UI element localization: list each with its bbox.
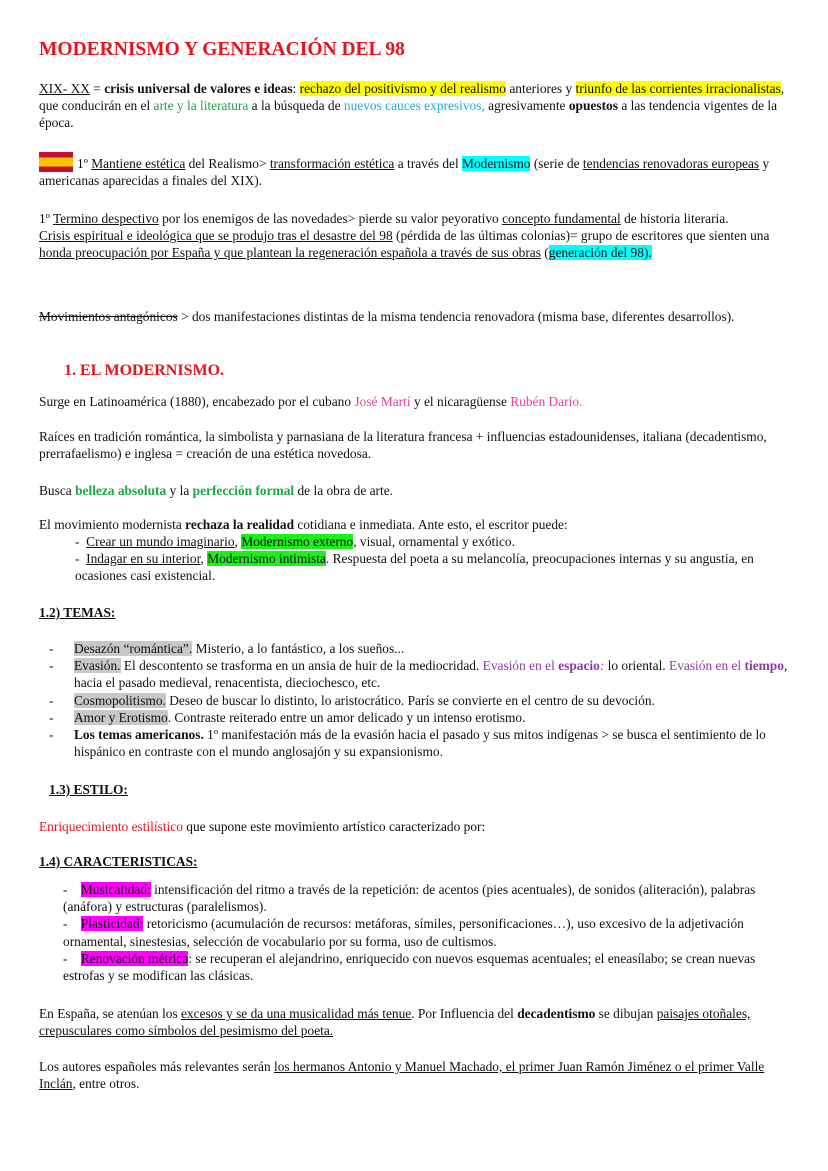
temas-list [39, 640, 791, 760]
list-item: - Desazón “romántica”. Misterio, a lo fantástico, a los sueños... [39, 640, 791, 657]
caracteristicas-list [39, 881, 791, 984]
list-item: - Indagar en su interior, Modernismo intimista. Respuesta del poeta a su melancolía, preocupaciones internas y su angustia, en ocasiones casi existencial. [75, 551, 754, 584]
authors-paragraph: Los autores españoles más relevantes serán los hermanos Antonio y Manuel Machado, el primer Juan Ramón Jiménez o el primer Valle Inclán, entre otros. [39, 1059, 765, 1092]
list-item: - Musicalidad: intensificación del ritmo a través de la repetición: de acentos (pies acentuales), de sonidos (aliteración), palabras (anáfora) y estructuras (paralelismos). [63, 882, 756, 915]
list-item: - Plasticidad: retoricismo (acumulación de recursos: metáforas, símiles, personificaciones…), uso excesivo de la adjetivación ornamental, sinestesias, selección de vocabulario por su forma, uso de cultismos. [63, 916, 744, 949]
estilo-paragraph: Enriquecimiento estilístico que supone este movimiento artístico caracterizado por: [39, 819, 486, 834]
aim-paragraph: Busca belleza absoluta y la perfección formal de la obra de arte. [39, 483, 394, 498]
intro-paragraph-3: 1º Termino despectivo por los enemigos de las novedades> pierde su valor peyorativo concepto fundamental de historia literaria. Crisis espiritual e ideológica que se produjo tras el desastre del 98 (pérdida de las últimas colonias)= grupo de escritores que sienten una honda preocupación por España y que plantean la regeneración española a través de sus obras (generación del 98). [39, 211, 770, 261]
list-item: - Cosmopolitismo. Deseo de buscar lo distinto, lo aristocrático. París se convierte en el centro de su devoción. [39, 692, 791, 709]
intro-paragraph-1: XIX- XX = crisis universal de valores e ideas: rechazo del positivismo y del realismo anteriores y triunfo de las corrientes irracionalistas, que conducirán en el arte y la literatura a la búsqueda de nuevos cauces expresivos, agresivamente opuestos a las tendencia vigentes de la época. [39, 81, 785, 131]
writer-options-list [39, 533, 791, 585]
list-item: - Los temas americanos. 1º manifestación más de la evasión hacia el pasado y sus mitos indígenas > se busca el sentimiento de lo hispánico en contraste con el mundo anglosajón y su expansionismo. [39, 726, 791, 760]
list-item: - Crear un mundo imaginario, Modernismo externo, visual, ornamental y exótico. [75, 534, 515, 549]
roots-paragraph: Raíces en tradición romántica, la simbolista y parnasiana de la literatura francesa + influencias estadounidenses, italiana (decadentismo, prerrafaelismo) e inglesa = creación de una estética novedosa. [39, 429, 767, 462]
caracteristicas-heading: 1.4) CARACTERISTICAS: [39, 854, 198, 869]
list-item: - Amor y Erotismo. Contraste reiterado entre un amor delicado y un intenso erotismo. [39, 709, 791, 726]
section-heading-modernismo: 1. EL MODERNISMO. [64, 362, 225, 379]
intro-paragraph-4: Movimientos antagónicos > dos manifestaciones distintas de la misma tendencia renovadora (misma base, diferentes desarrollos). [39, 309, 735, 324]
rejection-paragraph: El movimiento modernista rechaza la realidad cotidiana e inmediata. Ante esto, el escritor puede: [39, 517, 568, 532]
estilo-heading: 1.3) ESTILO: [49, 782, 128, 797]
page-title: MODERNISMO Y GENERACIÓN DEL 98 [39, 39, 405, 60]
temas-heading: 1.2) TEMAS: [39, 605, 116, 620]
spain-paragraph: En España, se atenúan los excesos y se da una musicalidad más tenue. Por Influencia del decadentismo se dibujan paisajes otoñales, crepusculares como símbolos del pesimismo del poeta. [39, 1006, 751, 1039]
intro-paragraph-2: 1º Mantiene estética del Realismo> transformación estética a través del Modernismo (serie de tendencias renovadoras europeas y americanas aparecidas a finales del XIX). [39, 152, 791, 189]
list-item: - Evasión. El descontento se trasforma en un ansia de huir de la mediocridad. Evasión en el espacio: lo oriental. Evasión en el tiempo, hacia el pasado medieval, renacentista, dieciochesco, etc. [39, 657, 791, 691]
origin-paragraph: Surge en Latinoamérica (1880), encabezado por el cubano José Martí y el nicaragüense Rubén Darío. [39, 394, 583, 409]
list-item: - Renovación métrica: se recuperan el alejandrino, enriquecido con nuevos esquemas acentuales; el eneasílabo; se crean nuevas estrofas y se modifican las clásicas. [63, 950, 756, 984]
spain-flag-icon [39, 152, 73, 172]
